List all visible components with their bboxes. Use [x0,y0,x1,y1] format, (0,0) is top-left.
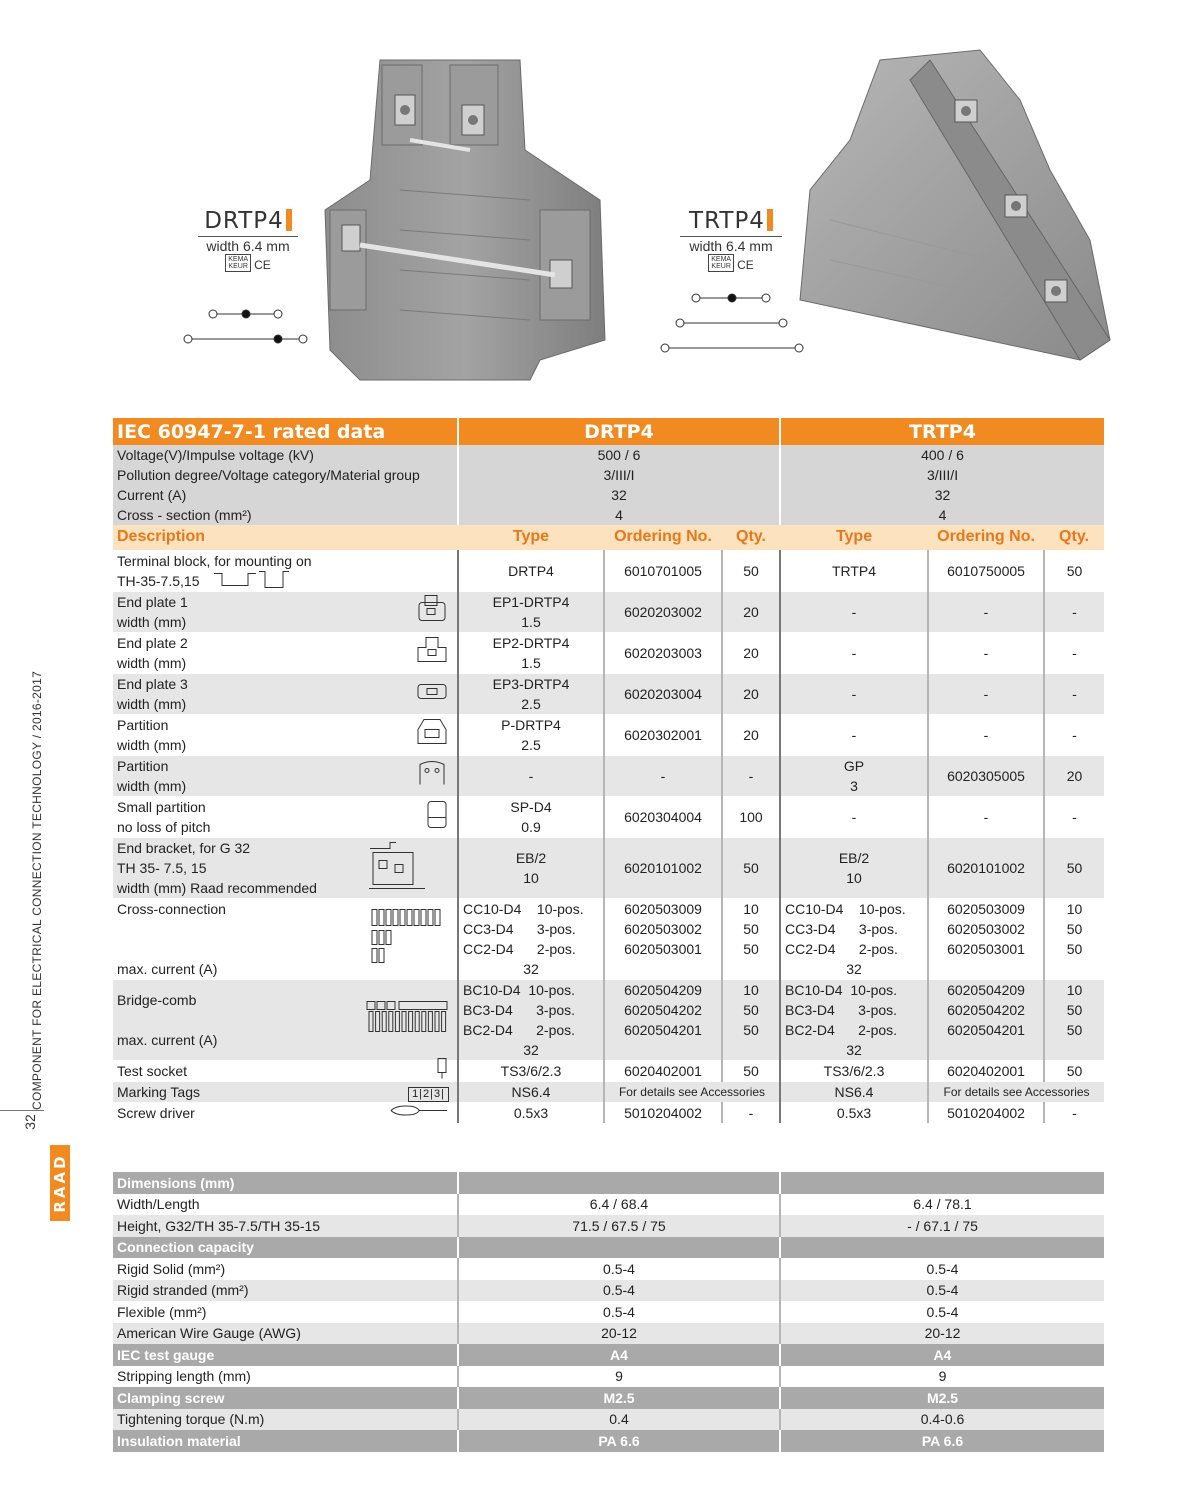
drtp4-ordering-no: 6020402001 [604,1060,722,1081]
dimension-row [113,1194,1104,1216]
drtp4-qty: - [722,1102,780,1123]
drtp4-ordering-no: 6020203002 [604,591,722,632]
trtp4-value: 9 [780,1366,1104,1388]
drtp4-value [458,1172,780,1194]
trtp4-value: 20-12 [780,1323,1104,1345]
dimension-label: Height, G32/TH 35-7.5/TH 35-15 [113,1215,458,1237]
item-row [113,979,1104,1060]
dimension-row [113,1258,1104,1280]
item-description: Test socket [113,1060,458,1081]
drtp4-value: 0.5-4 [458,1301,780,1323]
dimension-row [113,1215,1104,1237]
trtp4-value: 0.4-0.6 [780,1409,1104,1431]
dimension-row [113,1280,1104,1302]
item-row [113,1060,1104,1081]
description-header-row [113,525,1104,550]
rated-row: Voltage(V)/Impulse voltage (kV) 500 / 6 400 / 6 [113,445,1104,465]
trtp4-value: A4 [780,1344,1104,1366]
drtp4-type: EB/2 10 [458,837,604,898]
drtp4-type: SP-D4 0.9 [458,796,604,837]
trtp4-value: 0.5-4 [780,1258,1104,1280]
drtp4-ordering-no: 6020203003 [604,632,722,673]
dimension-row [113,1366,1104,1388]
trtp4-type: TRTP4 [780,550,928,591]
item-description: Partition width (mm) [113,714,458,755]
item-description: Terminal block, for mounting on TH-35-7.5,15 [113,550,458,591]
trtp4-type: BC10-D4 10-pos. BC3-D4 3-pos. BC2-D4 2-pos. 32 [780,979,928,1060]
page-number: 32 [21,1114,38,1130]
trtp4-value: PA 6.6 [780,1430,1104,1452]
item-row [113,1102,1104,1123]
drtp4-qty: 50 [722,837,780,898]
drtp4-type: EP3-DRTP4 2.5 [458,673,604,714]
kema-keur-icon: KEMA KEUR [225,254,251,272]
drtp4-value: 20-12 [458,1323,780,1345]
drtp4-qty: 20 [722,632,780,673]
drtp4-type: CC10-D4 10-pos. CC3-D4 3-pos. CC2-D4 2-pos. 32 [458,898,604,979]
trtp4-value [780,1172,1104,1194]
dimension-label: Connection capacity [113,1237,458,1259]
drtp4-schematic-icon [180,305,310,347]
trtp4-label [680,208,782,272]
trtp4-name: TRTP4 [689,208,765,234]
test-socket-icon [435,1056,449,1080]
dimension-label: Dimensions (mm) [113,1172,458,1194]
drtp4-value: 6.4 / 68.4 [458,1194,780,1216]
col-trtp4: TRTP4 [780,418,1104,445]
trtp4-value [780,1237,1104,1259]
trtp4-type: EB/2 10 [780,837,928,898]
item-row [113,1081,1104,1102]
drtp4-value: M2.5 [458,1387,780,1409]
end-bracket-icon [365,838,435,892]
drtp4-label [198,208,298,272]
drtp4-type: TS3/6/2.3 [458,1060,604,1081]
qty-heading: Qty. [1044,525,1104,550]
dimension-label: Stripping length (mm) [113,1366,458,1388]
description-heading: Description [113,525,458,550]
item-description: End bracket, for G 32 TH 35- 7.5, 15 width (mm) Raad recommended [113,837,458,898]
drtp4-ordering-no: 6020503009 6020503002 6020503001 [604,898,722,979]
drtp4-type: NS6.4 [458,1081,604,1102]
trtp4-type: GP 3 [780,755,928,796]
trtp4-ordering-no: 6010750005 [928,550,1044,591]
cross-connection-icon [369,906,449,966]
item-row [113,714,1104,755]
trtp4-type: - [780,714,928,755]
rated-header-row [113,418,1104,445]
drtp4-name: DRTP4 [204,208,284,234]
drtp4-qty: - [722,755,780,796]
trtp4-value: - / 67.1 / 75 [780,1215,1104,1237]
dimension-label: Insulation material [113,1430,458,1452]
end-plate-icon [415,592,449,626]
partition-icon [415,715,449,749]
small-partition-icon [425,797,449,831]
drtp4-ordering-no: 6020504209 6020504202 6020504201 [604,979,722,1060]
trtp4-qty: - [1044,632,1104,673]
trtp4-qty: 10 50 50 [1044,979,1104,1060]
item-row [113,632,1104,673]
trtp4-type: CC10-D4 10-pos. CC3-D4 3-pos. CC2-D4 2-pos. 32 [780,898,928,979]
rated-row: Current (A) 32 32 [113,485,1104,505]
item-description: End plate 3 width (mm) [113,673,458,714]
qty-heading: Qty. [722,525,780,550]
trtp4-type: - [780,632,928,673]
dimension-label: Flexible (mm²) [113,1301,458,1323]
trtp4-qty: 20 [1044,755,1104,796]
dimension-section-row [113,1172,1104,1194]
dimension-label: Rigid stranded (mm²) [113,1280,458,1302]
ce-mark: CE [737,258,754,272]
drtp4-value: 0.5-4 [458,1280,780,1302]
trtp4-qty: - [1044,591,1104,632]
end-plate-icon [415,633,449,667]
drtp4-ordering-no: 6010701005 [604,550,722,591]
drtp4-qty: 10 50 50 [722,898,780,979]
ordering-heading: Ordering No. [604,525,722,550]
dimension-label: Tightening torque (N.m) [113,1409,458,1431]
drtp4-qty: 20 [722,714,780,755]
trtp4-value: M2.5 [780,1387,1104,1409]
trtp4-qty: 50 [1044,837,1104,898]
drtp4-value: 0.5-4 [458,1258,780,1280]
rated-row: Pollution degree/Voltage category/Material group 3/III/I 3/III/I [113,465,1104,485]
dimension-row [113,1409,1104,1431]
drtp4-qty: 50 [722,1060,780,1081]
rated-title: IEC 60947-7-1 rated data [113,418,458,445]
trtp4-qty: 50 [1044,550,1104,591]
dimensions-table [113,1172,1104,1452]
item-description: Screw driver [113,1102,458,1123]
trtp4-ordering-no: 6020305005 [928,755,1044,796]
item-row [113,898,1104,979]
drtp4-ordering-no: 6020101002 [604,837,722,898]
kema-keur-icon: KEMA KEUR [708,254,734,272]
trtp4-type: - [780,796,928,837]
trtp4-type: NS6.4 [780,1081,928,1102]
drtp4-type: - [458,755,604,796]
brand-logo: RAAD [50,1145,70,1221]
item-description: Small partition no loss of pitch [113,796,458,837]
item-description: Marking Tags 1|2|3| [113,1081,458,1102]
drtp4-type: EP2-DRTP4 1.5 [458,632,604,673]
drtp4-type: DRTP4 [458,550,604,591]
drtp4-qty: 20 [722,673,780,714]
bridge-comb-icon [365,997,449,1037]
side-caption: COMPONENT FOR ELECTRICAL CONNECTION TECHNOLOGY / 2016-2017 [30,670,44,1110]
item-row [113,550,1104,591]
trtp4-ordering-no: 6020503009 6020503002 6020503001 [928,898,1044,979]
item-description: Bridge-comb max. current (A) [113,979,458,1060]
ordering-heading: Ordering No. [928,525,1044,550]
item-row [113,673,1104,714]
trtp4-qty: 10 50 50 [1044,898,1104,979]
drtp4-type: BC10-D4 10-pos. BC3-D4 3-pos. BC2-D4 2-pos. 32 [458,979,604,1060]
dimension-section-row [113,1387,1104,1409]
trtp4-ordering-no: - [928,714,1044,755]
dimension-section-row [113,1430,1104,1452]
drtp4-value: 71.5 / 67.5 / 75 [458,1215,780,1237]
drtp4-ordering-no: 6020302001 [604,714,722,755]
dimension-section-row [113,1237,1104,1259]
drtp4-ordering-no: - [604,755,722,796]
item-row [113,796,1104,837]
trtp4-ordering-no: 5010204002 [928,1102,1044,1123]
trtp4-ordering-no: - [928,796,1044,837]
trtp4-value: 6.4 / 78.1 [780,1194,1104,1216]
rated-data-table [113,418,1104,1123]
trtp4-qty: - [1044,673,1104,714]
drtp4-value: 0.4 [458,1409,780,1431]
trtp4-type: 0.5x3 [780,1102,928,1123]
drtp4-product-image [300,40,630,390]
dimension-section-row [113,1344,1104,1366]
drtp4-value [458,1237,780,1259]
dimension-label: IEC test gauge [113,1344,458,1366]
drtp4-qty: 10 50 50 [722,979,780,1060]
type-heading: Type [780,525,928,550]
trtp4-ordering-no: 6020504209 6020504202 6020504201 [928,979,1044,1060]
item-description: Partition width (mm) [113,755,458,796]
type-heading: Type [458,525,604,550]
dimension-row [113,1301,1104,1323]
drtp4-ordering-no: 6020203004 [604,673,722,714]
trtp4-width: width 6.4 mm [680,236,782,254]
drtp4-qty: 20 [722,591,780,632]
side-divider [0,1110,44,1111]
item-description: Cross-connection max. current (A) [113,898,458,979]
drtp4-width: width 6.4 mm [198,236,298,254]
trtp4-type: TS3/6/2.3 [780,1060,928,1081]
drtp4-type: 0.5x3 [458,1102,604,1123]
item-description: End plate 1 width (mm) [113,591,458,632]
trtp4-ordering-no: - [928,591,1044,632]
drtp4-value: PA 6.6 [458,1430,780,1452]
screwdriver-icon [389,1102,449,1118]
din-rail-icon [209,567,289,589]
dimension-label: Rigid Solid (mm²) [113,1258,458,1280]
drtp4-value: 9 [458,1366,780,1388]
col-drtp4: DRTP4 [458,418,780,445]
item-row [113,837,1104,898]
dimension-label: Width/Length [113,1194,458,1216]
trtp4-qty: - [1044,1102,1104,1123]
trtp4-ordering-no: 6020101002 [928,837,1044,898]
item-description: End plate 2 width (mm) [113,632,458,673]
drtp4-ordering-no: 5010204002 [604,1102,722,1123]
trtp4-ordering-no: - [928,632,1044,673]
drtp4-qty: 100 [722,796,780,837]
drtp4-type: EP1-DRTP4 1.5 [458,591,604,632]
end-plate-icon [415,679,449,703]
drtp4-note: For details see Accessories [604,1081,780,1102]
trtp4-note: For details see Accessories [928,1081,1104,1102]
dimension-label: American Wire Gauge (AWG) [113,1323,458,1345]
trtp4-type: - [780,673,928,714]
drtp4-ordering-no: 6020304004 [604,796,722,837]
trtp4-value: 0.5-4 [780,1280,1104,1302]
trtp4-type: - [780,591,928,632]
trtp4-qty: - [1044,714,1104,755]
marking-tags-icon: 1|2|3| [408,1087,449,1102]
trtp4-ordering-no: 6020402001 [928,1060,1044,1081]
trtp4-qty: - [1044,796,1104,837]
trtp4-qty: 50 [1044,1060,1104,1081]
item-row [113,591,1104,632]
drtp4-type: P-DRTP4 2.5 [458,714,604,755]
drtp4-qty: 50 [722,550,780,591]
item-row [113,755,1104,796]
dimension-label: Clamping screw [113,1387,458,1409]
partition-icon [415,756,449,790]
trtp4-ordering-no: - [928,673,1044,714]
trtp4-value: 0.5-4 [780,1301,1104,1323]
ce-mark: CE [254,258,271,272]
drtp4-value: A4 [458,1344,780,1366]
dimension-row [113,1323,1104,1345]
trtp4-product-image [790,40,1120,370]
trtp4-schematic-icon [658,290,808,356]
rated-row: Cross - section (mm²) 4 4 [113,505,1104,525]
